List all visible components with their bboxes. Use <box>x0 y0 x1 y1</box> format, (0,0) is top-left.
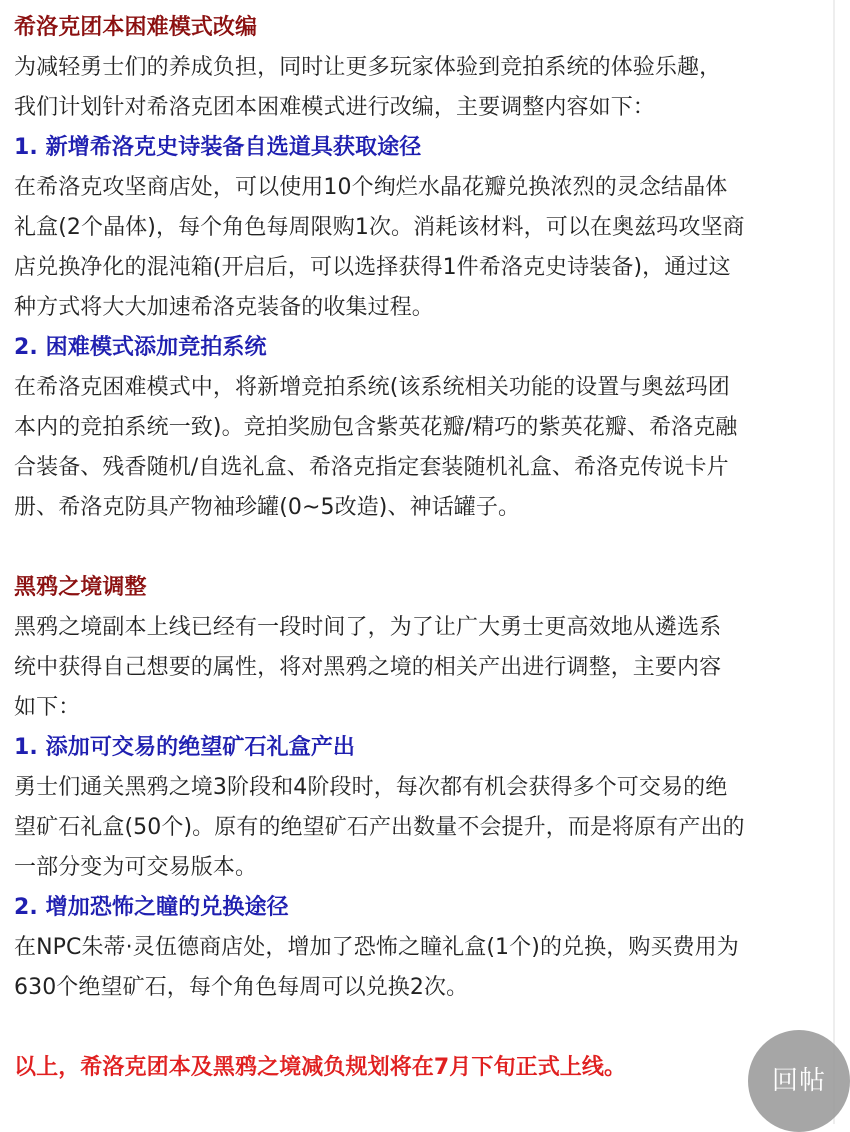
paragraph-line: 望矿石礼盒(50个)。原有的绝望矿石产出数量不会提升，而是将原有产出的 <box>14 815 745 840</box>
paragraph-line: 本内的竞拍系统一致)。竞拍奖励包含紫英花瓣/精巧的紫英花瓣、希洛克融 <box>14 415 738 440</box>
item-heading-eye-exchange: 2. 增加恐怖之瞳的兑换途径 <box>14 895 289 920</box>
item-heading-epic-selector: 1. 新增希洛克史诗装备自选道具获取途径 <box>14 135 422 160</box>
section-spacer <box>14 528 814 568</box>
paragraph-line: 种方式将大大加速希洛克装备的收集过程。 <box>14 295 434 320</box>
reply-button[interactable]: 回帖 <box>748 1030 850 1132</box>
paragraph-line: 册、希洛克防具产物袖珍罐(0~5改造)、神话罐子。 <box>14 495 521 520</box>
scrollbar-track[interactable] <box>833 0 835 1124</box>
section-title-hillock: 希洛克团本困难模式改编 <box>14 15 258 40</box>
post-content <box>14 8 814 1088</box>
intro-line: 如下： <box>14 695 81 720</box>
paragraph-line: 630个绝望矿石，每个角色每周可以兑换2次。 <box>14 975 469 1000</box>
intro-line: 我们计划针对希洛克团本困难模式进行改编，主要调整内容如下： <box>14 95 655 120</box>
section-spacer <box>14 1008 814 1048</box>
closing-notice: 以上，希洛克团本及黑鸦之境减负规划将在7月下旬正式上线。 <box>14 1055 627 1080</box>
intro-line: 为减轻勇士们的养成负担，同时让更多玩家体验到竞拍系统的体验乐趣， <box>14 55 722 80</box>
section-title-black-crow: 黑鸦之境调整 <box>14 575 147 600</box>
paragraph-line: 在希洛克困难模式中，将新增竞拍系统(该系统相关功能的设置与奥兹玛团 <box>14 375 730 400</box>
intro-line: 黑鸦之境副本上线已经有一段时间了，为了让广大勇士更高效地从遴选系 <box>14 615 722 640</box>
paragraph-line: 在希洛克攻坚商店处，可以使用10个绚烂水晶花瓣兑换浓烈的灵念结晶体 <box>14 175 728 200</box>
item-heading-auction-system: 2. 困难模式添加竞拍系统 <box>14 335 267 360</box>
intro-line: 统中获得自己想要的属性，将对黑鸦之境的相关产出进行调整，主要内容 <box>14 655 722 680</box>
item-heading-tradeable-ore: 1. 添加可交易的绝望矿石礼盒产出 <box>14 735 356 760</box>
paragraph-line: 在NPC朱蒂·灵伍德商店处，增加了恐怖之瞳礼盒(1个)的兑换，购买费用为 <box>14 935 739 960</box>
paragraph-line: 店兑换净化的混沌箱(开启后，可以选择获得1件希洛克史诗装备)，通过这 <box>14 255 731 280</box>
paragraph-line: 勇士们通关黑鸦之境3阶段和4阶段时，每次都有机会获得多个可交易的绝 <box>14 775 728 800</box>
paragraph-line: 合装备、残香随机/自选礼盒、希洛克指定套装随机礼盒、希洛克传说卡片 <box>14 455 729 480</box>
paragraph-line: 一部分变为可交易版本。 <box>14 855 258 880</box>
paragraph-line: 礼盒(2个晶体)，每个角色每周限购1次。消耗该材料，可以在奥兹玛攻坚商 <box>14 215 745 240</box>
